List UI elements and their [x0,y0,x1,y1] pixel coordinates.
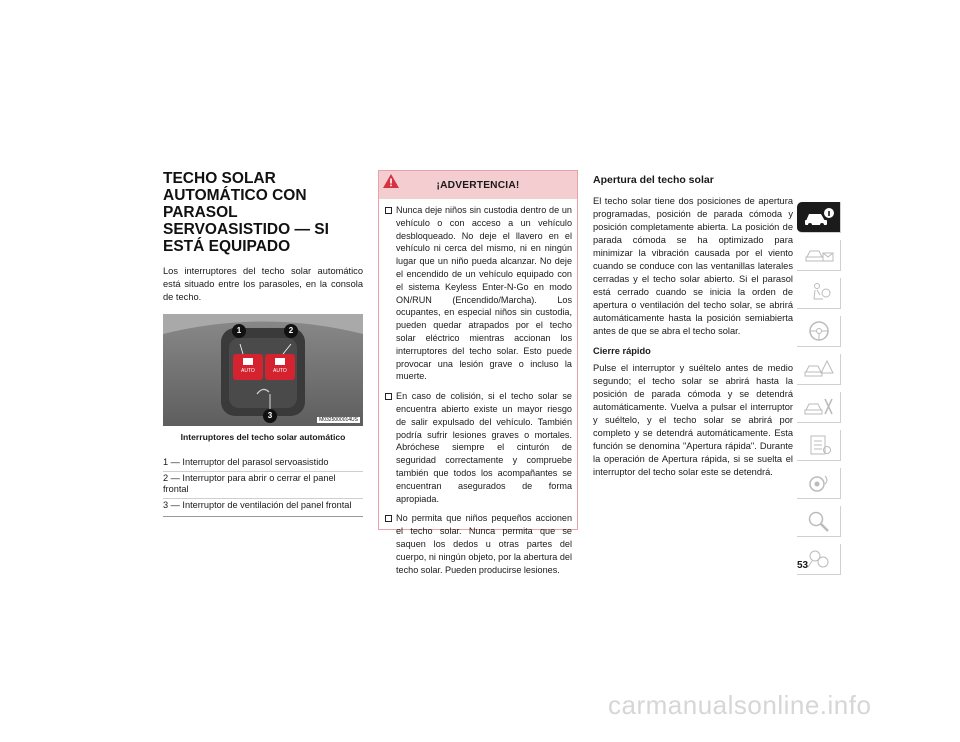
column-right [593,170,793,479]
car-warning-icon [803,357,835,381]
warning-list [379,199,577,576]
sunroof-switch-figure [163,314,363,426]
watermark: carmanualsonline.info [608,690,872,720]
express-close-title: Cierre rápido [593,346,651,356]
tab-car-info[interactable] [797,202,841,233]
button-label-auto-1: AUTO [241,368,255,374]
warning-item-text: En caso de colisión, si el techo solar se encuentra abierto existe un mayor riesgo de salir expulsado del vehículo. También podría sufrir lesiones graves o mortales. Abróchese siempre el cinturón de seguridad correctamente y compruebe también que todos los acompañantes se encuentran asegurados de forma apropiada. [396,391,572,504]
seat-safety-icon [803,281,835,305]
page-number: 53 [797,560,809,571]
callout-2: 2 [284,324,298,338]
tab-index[interactable] [797,506,841,537]
car-tools-icon [803,395,835,419]
square-bullet-icon [385,207,392,214]
callout-1: 1 [232,324,246,338]
legend-item: 3 — Interruptor de ventilación del panel frontal [163,498,363,514]
button-label-auto-2: AUTO [273,368,287,374]
legend-item: 2 — Interruptor para abrir o cerrar el panel frontal [163,471,363,498]
chapter-tabs [797,202,841,582]
callout-3: 3 [263,409,277,423]
warning-box [378,170,578,575]
steering-wheel-icon [803,319,835,343]
tab-car-tools[interactable] [797,392,841,423]
opening-paragraph: El techo solar tiene dos posiciones de apertura programadas, posición de parada cómoda y posición completamente abierta. La posición de parada cómoda se ha optimizado para minimizar la vibración causada por el viento cuando se conduce con las ventanillas laterales cerradas y el techo solar abierto. Si el parasol está cerrado cuando se inicia la orden de apertura o ventilación del techo solar, se abrirá automáticamente hasta la posición semiabierta antes de que se abra el techo solar. [593,196,793,336]
intro-paragraph: Los interruptores del techo solar automático está situado entre los parasoles, en la consola de techo. [163,266,363,302]
service-checklist-icon [803,433,835,457]
figure-legend [163,456,363,517]
warning-item [385,512,572,576]
figure-caption: Interruptores del techo solar automático [180,432,346,442]
express-close-paragraph: Pulse el interruptor y suéltelo antes de medio segundo; el techo solar se abrirá hasta la posición de parada cómoda y se detendrá automáticamente. Vuelva a pulsar el interruptor y suéltelo, y el techo solar se abrirá por completo y se detendrá automáticamente. Esta función se denomina "Apertura rápida". Durante la operación de Apertura rápida, si se suelta el interruptor del techo solar este se detendrá. [593,363,793,477]
warning-header [379,171,577,199]
warning-title: ¡ADVERTENCIA! [436,179,520,191]
tab-car-warning[interactable] [797,354,841,385]
figure-code: M0325000014US [319,417,358,423]
warning-item [385,204,572,383]
warning-triangle-icon [383,174,399,188]
warning-item [385,390,572,505]
tab-service[interactable] [797,430,841,461]
tab-seat-safety[interactable] [797,278,841,309]
warning-item-text: Nunca deje niños sin custodia dentro de un vehículo o con acceso a un vehículo desbloqueado. No deje el llavero en el vehículo ni cerca del mismo, ni en ningún lugar que un niño pueda alcanzar. No deje el encendido de un vehículo equipado con el sistema Keyless Enter-N-Go en modo ON/RUN (Encendido/Marcha). Los ocupantes, en especial niños sin custodia, pueden quedar atrapados por el techo solar eléctrico mientras accionan los interruptores del techo solar. Esto puede provocar una lesión grave o incluso la muerte. [396,205,572,382]
radio-multimedia-icon [803,471,835,495]
warning-item-text: No permita que niños pequeños accionen el techo solar. Nunca permita que se saquen los dedos u otras partes del cuerpo, ni ningún objeto, por la abertura del techo solar. Pueden producirse lesiones. [396,513,572,575]
car-message-icon [803,243,835,267]
tab-multimedia[interactable] [797,468,841,499]
overhead-console-illustration [163,314,363,426]
legend-item: 1 — Interruptor del parasol servoasistido [163,457,329,467]
column-middle [378,170,578,575]
magnifier-index-icon [803,509,835,533]
car-info-icon [803,205,835,229]
square-bullet-icon [385,393,392,400]
square-bullet-icon [385,515,392,522]
opening-title: Apertura del techo solar [593,174,714,186]
tab-steering[interactable] [797,316,841,347]
column-left [163,170,363,517]
tab-car-message[interactable] [797,240,841,271]
section-title: TECHO SOLAR AUTOMÁTICO CON PARASOL SERVOASISTIDO — SI ESTÁ EQUIPADO [163,170,329,255]
